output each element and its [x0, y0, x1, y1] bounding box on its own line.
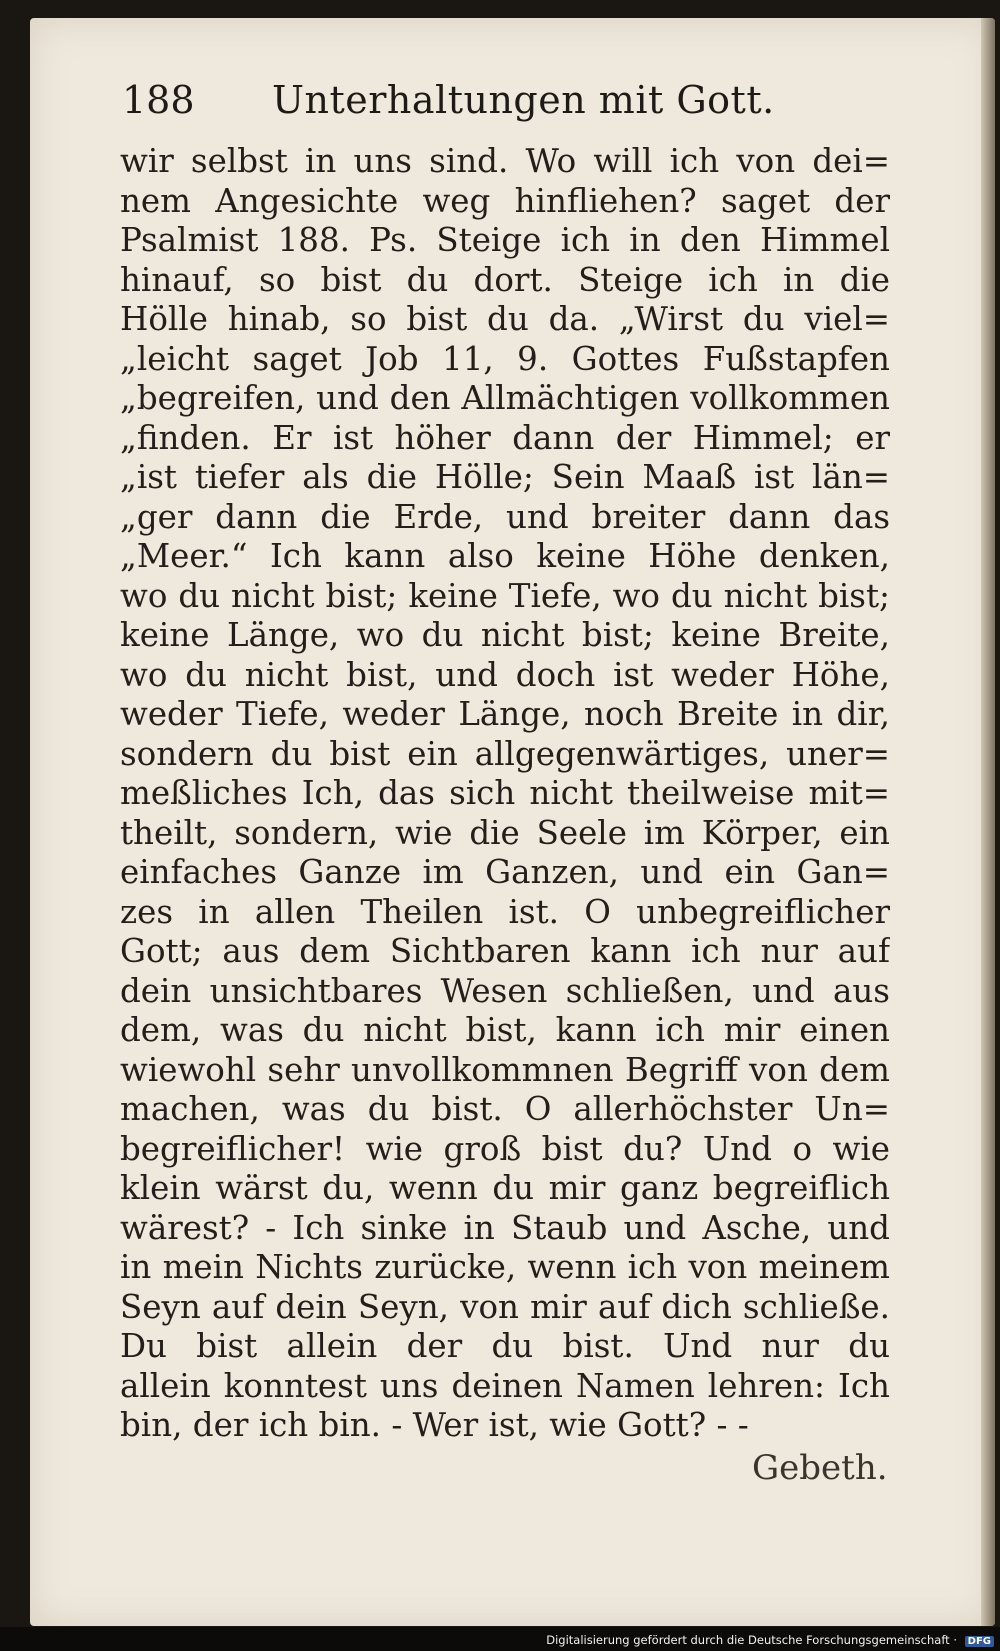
page-number: 188	[122, 78, 195, 122]
text-line: wir selbst in uns sind. Wo will ich von dei=	[120, 142, 890, 180]
text-line: „ist tiefer als die Hölle; Sein Maaß ist län=	[120, 458, 890, 496]
page-header	[122, 78, 882, 138]
text-line: hinauf, so bist du dort. Steige ich in die	[120, 260, 890, 299]
text-line: Hölle hinab, so bist du da. „Wirst du viel=	[120, 300, 890, 338]
text-line: wiewohl sehr unvollkommnen Begriff von dem	[120, 1050, 890, 1089]
footer-credit	[546, 1633, 994, 1647]
text-line: nem Angesichte weg hinfliehen? saget der	[120, 181, 890, 220]
text-line: bin, der ich bin. - Wer ist, wie Gott? - -	[120, 1406, 749, 1444]
text-line: sondern du bist ein allgegenwärtiges, uner=	[120, 734, 890, 773]
text-line: wärest? - Ich sinke in Staub und Asche, und	[120, 1208, 890, 1247]
text-line: „Meer.“ Ich kann also keine Höhe denken,	[120, 537, 890, 575]
signature-word: Gebeth.	[752, 1448, 888, 1488]
running-head: Unterhaltungen mit Gott.	[272, 78, 775, 122]
text-line: „leicht saget Job 11, 9. Gottes Fußstapfen	[120, 339, 890, 378]
text-line: Seyn auf dein Seyn, von mir auf dich schließe.	[120, 1287, 890, 1326]
text-line: meßliches Ich, das sich nicht theilweise mit=	[120, 774, 890, 812]
text-line: „begreifen, und den Allmächtigen vollkommen	[120, 379, 890, 417]
footer-bar	[0, 1627, 1000, 1651]
text-line: Du bist allein der du bist. Und nur du	[120, 1327, 890, 1365]
text-line: machen, was du bist. O allerhöchster Un=	[120, 1090, 890, 1128]
text-line: wo du nicht bist, und doch ist weder Höhe,	[120, 655, 890, 694]
text-line: keine Länge, wo du nicht bist; keine Breite,	[120, 616, 890, 654]
text-line: klein wärst du, wenn du mir ganz begreiflich	[120, 1169, 890, 1207]
text-line: zes in allen Theilen ist. O unbegreiflicher	[120, 892, 890, 931]
text-line: theilt, sondern, wie die Seele im Körper, ein	[120, 813, 890, 852]
text-line: Gott; aus dem Sichtbaren kann ich nur auf	[120, 932, 890, 970]
text-line: einfaches Ganze im Ganzen, und ein Gan=	[120, 853, 890, 891]
text-line: weder Tiefe, weder Länge, noch Breite in dir,	[120, 695, 890, 733]
text-line: in mein Nichts zurücke, wenn ich von meinem	[120, 1248, 890, 1286]
page-edge	[981, 18, 995, 1626]
text-line: „finden. Er ist höher dann der Himmel; er	[120, 418, 890, 457]
text-line: wo du nicht bist; keine Tiefe, wo du nicht bist;	[120, 576, 890, 615]
text-line: dein unsichtbares Wesen schließen, und aus	[120, 971, 890, 1010]
text-line: allein konntest uns deinen Namen lehren: Ich	[120, 1366, 890, 1405]
text-line: begreiflicher! wie groß bist du? Und o wie	[120, 1129, 890, 1168]
footer-credit-text: Digitalisierung gefördert durch die Deutsche Forschungsgemeinschaft ·	[546, 1633, 957, 1647]
body-text	[120, 142, 890, 1446]
text-line: „ger dann die Erde, und breiter dann das	[120, 497, 890, 536]
text-line: dem, was du nicht bist, kann ich mir einen	[120, 1011, 890, 1049]
text-line: Psalmist 188. Ps. Steige ich in den Himmel	[120, 221, 890, 259]
dfg-logo[interactable]: DFG	[965, 1636, 994, 1647]
